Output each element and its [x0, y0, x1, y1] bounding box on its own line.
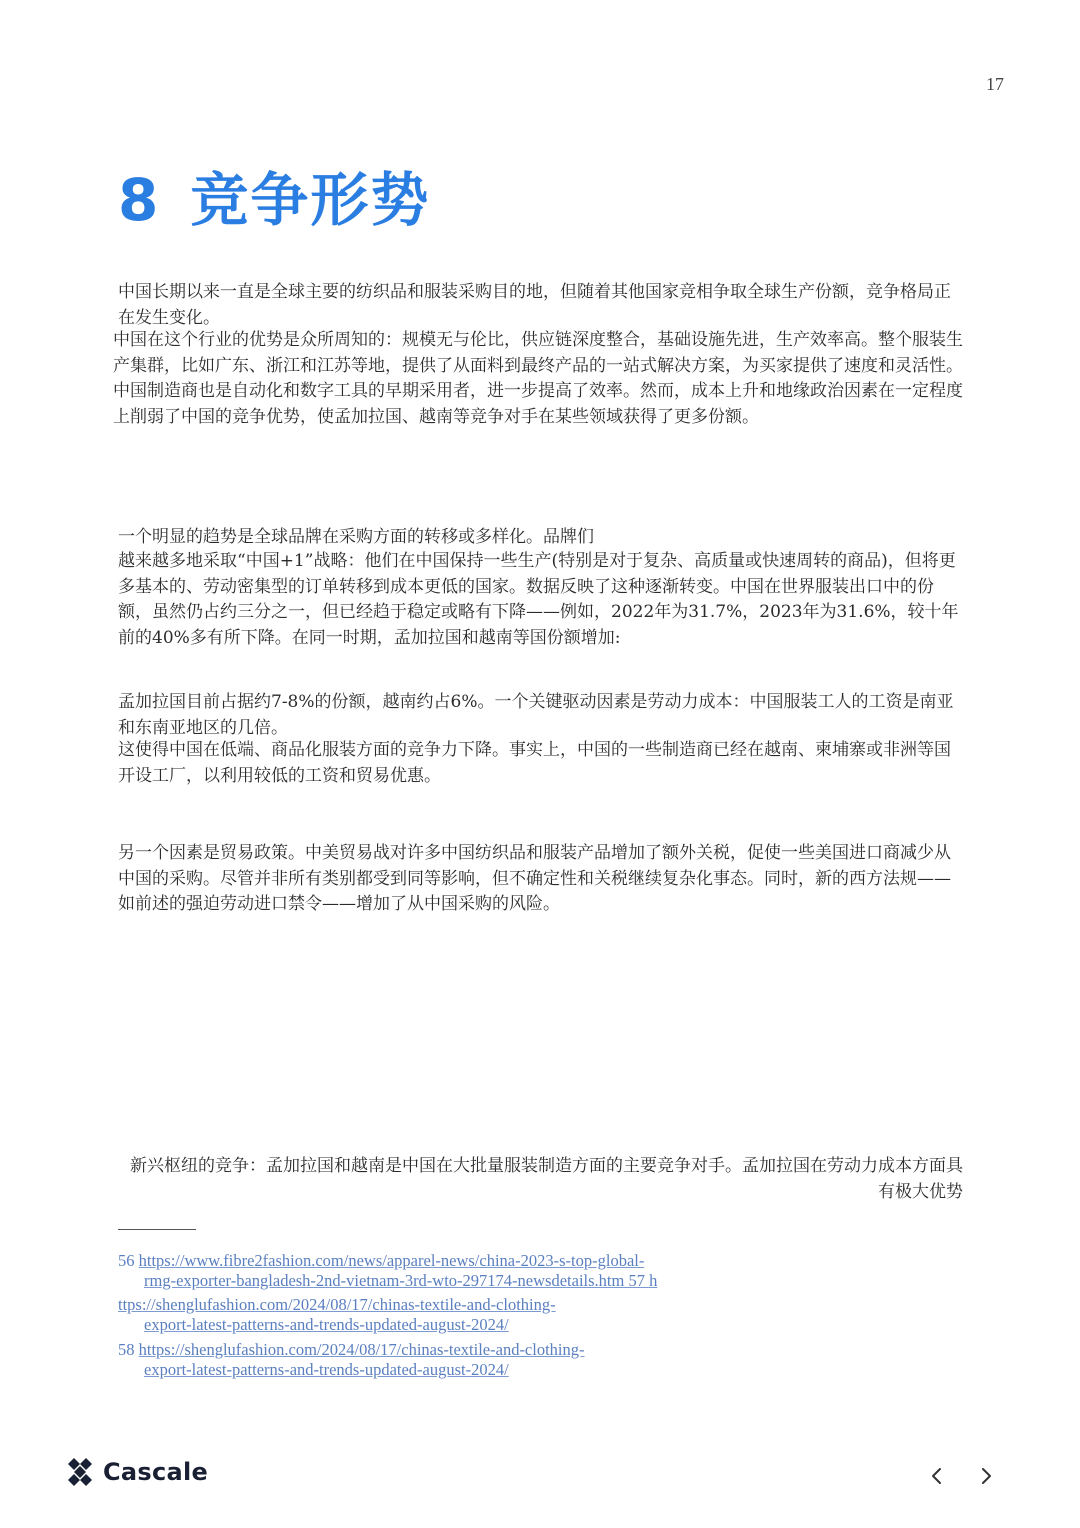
logo-text: Cascale [103, 1458, 209, 1486]
footnote-57 [118, 1295, 556, 1335]
callout-emerging-hubs: 新兴枢纽的竞争：孟加拉国和越南是中国在大批量服装制造方面的主要竞争对手。孟加拉国在劳动力成本方面具有极大优势 [130, 1156, 963, 1202]
cascale-logo-icon [64, 1456, 96, 1488]
chevron-right-icon [977, 1467, 995, 1485]
cascale-logo [64, 1456, 208, 1488]
chapter-heading [118, 160, 430, 240]
page-number: 17 [986, 74, 1004, 94]
paragraph-competitiveness: 这使得中国在低端、商品化服装方面的竞争力下降。事实上，中国的一些制造商已经在越南、柬埔寨或非洲等国开设工厂，以利用较低的工资和贸易优惠。 [118, 740, 951, 786]
footnote-58-link-line2[interactable]: export-latest-patterns-and-trends-updated-august-2024/ [144, 1360, 509, 1379]
footnote-56-link-line2[interactable]: rmg-exporter-bangladesh-2nd-vietnam-3rd-wto-297174-newsdetails.htm 57 h [144, 1271, 658, 1290]
footnote-57-link-line1[interactable]: ttps://shenglufashion.com/2024/08/17/chinas-textile-and-clothing- [118, 1295, 556, 1314]
paragraph-china-plus-one: 越来越多地采取“中国+1”战略：他们在中国保持一些生产(特别是对于复杂、高质量或快速周转的商品)，但将更多基本的、劳动密集型的订单转移到成本更低的国家。数据反映了这种逐渐转变。中国在世界服装出口中的份额，虽然仍占约三分之一，但已经趋于稳定或略有下降——例如，2022年为31.7%，2023年为31.6%，较十年前的40%多有所下降。在同一时期，孟加拉国和越南等国份额增加: [118, 551, 959, 648]
footnote-56 [118, 1251, 657, 1291]
chevron-left-icon [928, 1467, 946, 1485]
paragraph-bangladesh-vietnam-share: 孟加拉国目前占据约7-8%的份额，越南约占6%。一个关键驱动因素是劳动力成本：中国服装工人的工资是南亚和东南亚地区的几倍。 [118, 692, 954, 738]
footnote-56-link-line1[interactable]: https://www.fibre2fashion.com/news/apparel-news/china-2023-s-top-global- [138, 1251, 645, 1270]
footnote-divider [118, 1229, 196, 1230]
chapter-number: 8 [118, 166, 161, 234]
paragraph-china-advantage: 中国在这个行业的优势是众所周知的：规模无与伦比，供应链深度整合，基础设施先进，生产效率高。整个服装生产集群，比如广东、浙江和江苏等地，提供了从面料到最终产品的一站式解决方案，为买家提供了速度和灵活性。中国制造商也是自动化和数字工具的早期采用者，进一步提高了效率。然而，成本上升和地缘政治因素在一定程度上削弱了中国的竞争优势，使孟加拉国、越南等竞争对手在某些领域获得了更多份额。 [113, 330, 963, 427]
chapter-title: 竞争形势 [190, 166, 431, 234]
footnote-56-number: 56 [118, 1251, 135, 1270]
previous-page-button[interactable] [923, 1462, 951, 1490]
footnote-57-link-line2[interactable]: export-latest-patterns-and-trends-updated-august-2024/ [144, 1315, 509, 1334]
footnote-58 [118, 1340, 585, 1380]
paragraph-trade-policy: 另一个因素是贸易政策。中美贸易战对许多中国纺织品和服装产品增加了额外关税，促使一些美国进口商减少从中国的采购。尽管并非所有类别都受到同等影响，但不确定性和关税继续复杂化事态。同时，新的西方法规——如前述的强迫劳动进口禁令——增加了从中国采购的风险。 [118, 843, 951, 915]
paragraph-intro: 中国长期以来一直是全球主要的纺织品和服装采购目的地，但随着其他国家竞相争取全球生产份额，竞争格局正在发生变化。 [118, 282, 951, 328]
next-page-button[interactable] [972, 1462, 1000, 1490]
paragraph-trend-start: 一个明显的趋势是全球品牌在采购方面的转移或多样化。品牌们 [118, 527, 594, 547]
footnote-58-number: 58 [118, 1340, 135, 1359]
footnote-58-link-line1[interactable]: https://shenglufashion.com/2024/08/17/chinas-textile-and-clothing- [138, 1340, 585, 1359]
